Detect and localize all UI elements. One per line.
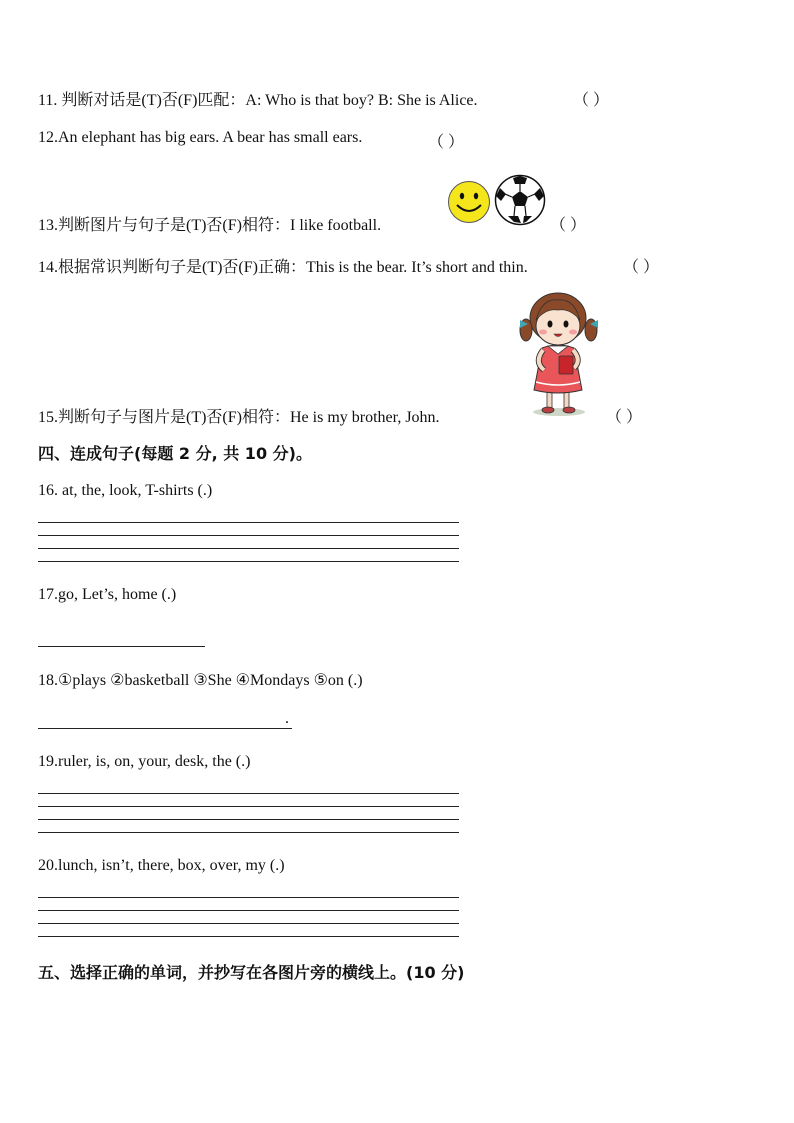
- sentence-20: 20.lunch, isn’t, there, box, over, my (.): [38, 857, 285, 874]
- answer-line-20d[interactable]: [38, 936, 459, 937]
- question-15: 15.判断句子与图片是(T)否(F)相符：He is my brother, John.: [38, 409, 440, 426]
- sentence-19: 19.ruler, is, on, your, desk, the (.): [38, 753, 251, 770]
- answer-line-20b[interactable]: [38, 910, 459, 911]
- answer-line-20a[interactable]: [38, 897, 459, 898]
- section-4-heading: 四、连成句子(每题 2 分, 共 10 分)。: [38, 444, 312, 463]
- section-5-heading: 五、选择正确的单词，并抄写在各图片旁的横线上。(10 分): [38, 963, 465, 982]
- answer-line-17[interactable]: [38, 646, 205, 647]
- answer-line-19b[interactable]: [38, 806, 459, 807]
- answer-paren-15[interactable]: （ ）: [606, 409, 643, 426]
- question-11: 11. 判断对话是(T)否(F)匹配：A: Who is that boy? B: She is Alice.: [38, 92, 478, 109]
- question-12: 12.An elephant has big ears. A bear has small ears.: [38, 129, 363, 146]
- sentence-18: 18.①plays ②basketball ③She ④Mondays ⑤on (.): [38, 672, 363, 689]
- answer-paren-11[interactable]: （ ）: [573, 92, 610, 109]
- sentence-17: 17.go, Let’s, home (.): [38, 586, 177, 603]
- answer-paren-13[interactable]: （ ）: [550, 217, 587, 234]
- answer-line-20c[interactable]: [38, 923, 459, 924]
- answer-line-19c[interactable]: [38, 819, 459, 820]
- answer-line-19d[interactable]: [38, 832, 459, 833]
- answer-line-16c[interactable]: [38, 548, 459, 549]
- answer-paren-12[interactable]: （ ）: [428, 134, 465, 151]
- sentence-16: 16. at, the, look, T-shirts (.): [38, 482, 213, 499]
- answer-line-16d[interactable]: [38, 561, 459, 562]
- answer-line-16b[interactable]: [38, 535, 459, 536]
- question-14: 14.根据常识判断句子是(T)否(F)正确：This is the bear. It’s short and thin.: [38, 259, 528, 276]
- answer-period-18: .: [285, 710, 289, 727]
- soccer-ball-icon: [494, 174, 546, 226]
- girl-illustration: [512, 284, 602, 418]
- answer-line-19a[interactable]: [38, 793, 459, 794]
- answer-paren-14[interactable]: （ ）: [623, 259, 660, 276]
- question-13: 13.判断图片与句子是(T)否(F)相符：I like football.: [38, 217, 382, 234]
- answer-line-18[interactable]: [38, 728, 292, 729]
- answer-line-16a[interactable]: [38, 522, 459, 523]
- smiley-face-icon: [447, 180, 491, 224]
